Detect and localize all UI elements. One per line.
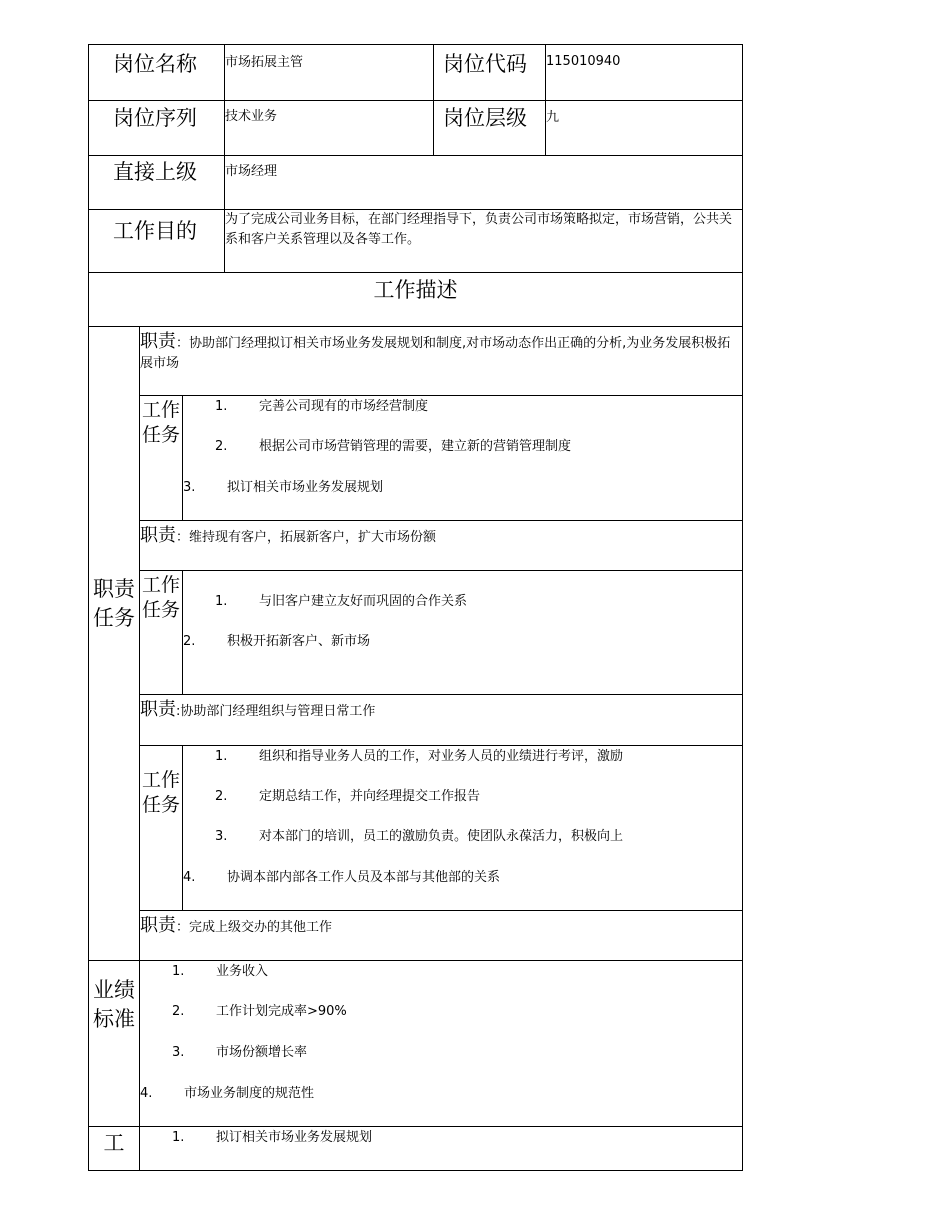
performance-item: 4. 市场业务制度的规范性 (140, 1086, 315, 1101)
performance-item: 1. 业务收入 (172, 964, 269, 979)
purpose-value: 为了完成公司业务目标，在部门经理指导下，负责公司市场策略拟定，市场营销，公共关系和客户关系管理以及各等工作。 (225, 212, 733, 247)
task-item: 2. 积极开拓新客户、新市场 (183, 634, 371, 649)
task-item: 4. 协调本部内部各工作人员及本部与其他部的关系 (183, 870, 501, 885)
task-item: 3. 拟订相关市场业务发展规划 (183, 480, 384, 495)
position-code-label: 岗位代码 (443, 52, 527, 76)
duty-prefix: 职责 (140, 699, 176, 720)
supervisor-value: 市场经理 (225, 164, 278, 179)
task-label: 工作任务 (141, 769, 180, 816)
performance-item: 2. 工作计划完成率>90% (172, 1004, 347, 1019)
position-code-value: 115010940 (546, 54, 621, 69)
supervisor-label: 直接上级 (113, 160, 197, 184)
duty-3 (140, 699, 375, 723)
task-label: 工作任务 (141, 399, 180, 446)
position-name-value: 市场拓展主管 (225, 55, 304, 70)
position-series-value: 技术业务 (225, 109, 278, 124)
task-item: 2. 根据公司市场营销管理的需要，建立新的营销管理制度 (215, 439, 572, 454)
task-label: 工作任务 (141, 574, 180, 621)
performance-item: 3. 市场份额增长率 (172, 1045, 308, 1060)
duty-text: :协助部门经理组织与管理日常工作 (176, 704, 376, 719)
position-series-label: 岗位序列 (113, 106, 197, 130)
duty-prefix: 职责 (140, 525, 176, 546)
position-level-label: 岗位层级 (443, 106, 527, 130)
duty-text: ：协助部门经理拟订相关市场业务发展规划和制度,对市场动态作出正确的分析,为业务发展积极拓展市场 (140, 336, 731, 371)
task-item: 1. 与旧客户建立友好而巩固的合作关系 (215, 594, 468, 609)
duty-text: ：维持现有客户，拓展新客户，扩大市场份额 (176, 530, 437, 545)
performance-label: 业绩标准 (93, 978, 135, 1031)
duty-section-label: 职责任务 (93, 577, 135, 630)
task-item: 3. 对本部门的培训，员工的激励负责。使团队永葆活力，积极向上 (215, 829, 624, 844)
duty-prefix: 职责 (140, 915, 176, 936)
position-level-value: 九 (546, 110, 560, 125)
duty-prefix: 职责 (140, 331, 176, 352)
duty-4 (140, 915, 332, 939)
purpose-label: 工作目的 (113, 219, 197, 243)
position-name-label: 岗位名称 (113, 52, 197, 76)
task-item: 2. 定期总结工作，并向经理提交工作报告 (215, 789, 481, 804)
section-title: 工作描述 (373, 278, 458, 302)
duty-text: ：完成上级交办的其他工作 (176, 920, 333, 935)
task-item: 1. 组织和指导业务人员的工作，对业务人员的业绩进行考评，激励 (215, 749, 624, 764)
last-section-label: 工 (103, 1131, 125, 1155)
task-item: 1. 完善公司现有的市场经营制度 (215, 399, 429, 414)
last-section-item: 1. 拟订相关市场业务发展规划 (172, 1130, 373, 1145)
duty-1 (140, 331, 738, 374)
duty-2 (140, 525, 436, 549)
